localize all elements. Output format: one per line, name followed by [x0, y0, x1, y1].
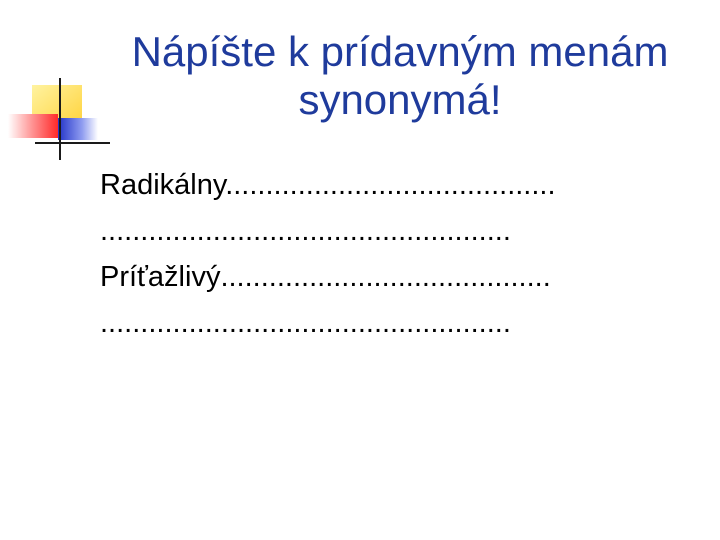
answer-blank-line: ................................................... — [100, 307, 511, 339]
exercise-line-pritazlivy: Príťažlivý......................................... — [100, 261, 551, 293]
title-line-1: Nápíšte k prídavným menám — [131, 28, 669, 75]
red-bar — [8, 114, 58, 138]
answer-blank-line: ................................................... — [100, 215, 511, 247]
slide-decoration — [0, 0, 110, 170]
title-line-2: synonymá! — [298, 76, 502, 123]
exercise-list — [100, 162, 700, 346]
slide-title — [100, 28, 700, 124]
blue-bar — [58, 118, 98, 140]
exercise-line-radikalny: Radikálny......................................... — [100, 169, 556, 201]
